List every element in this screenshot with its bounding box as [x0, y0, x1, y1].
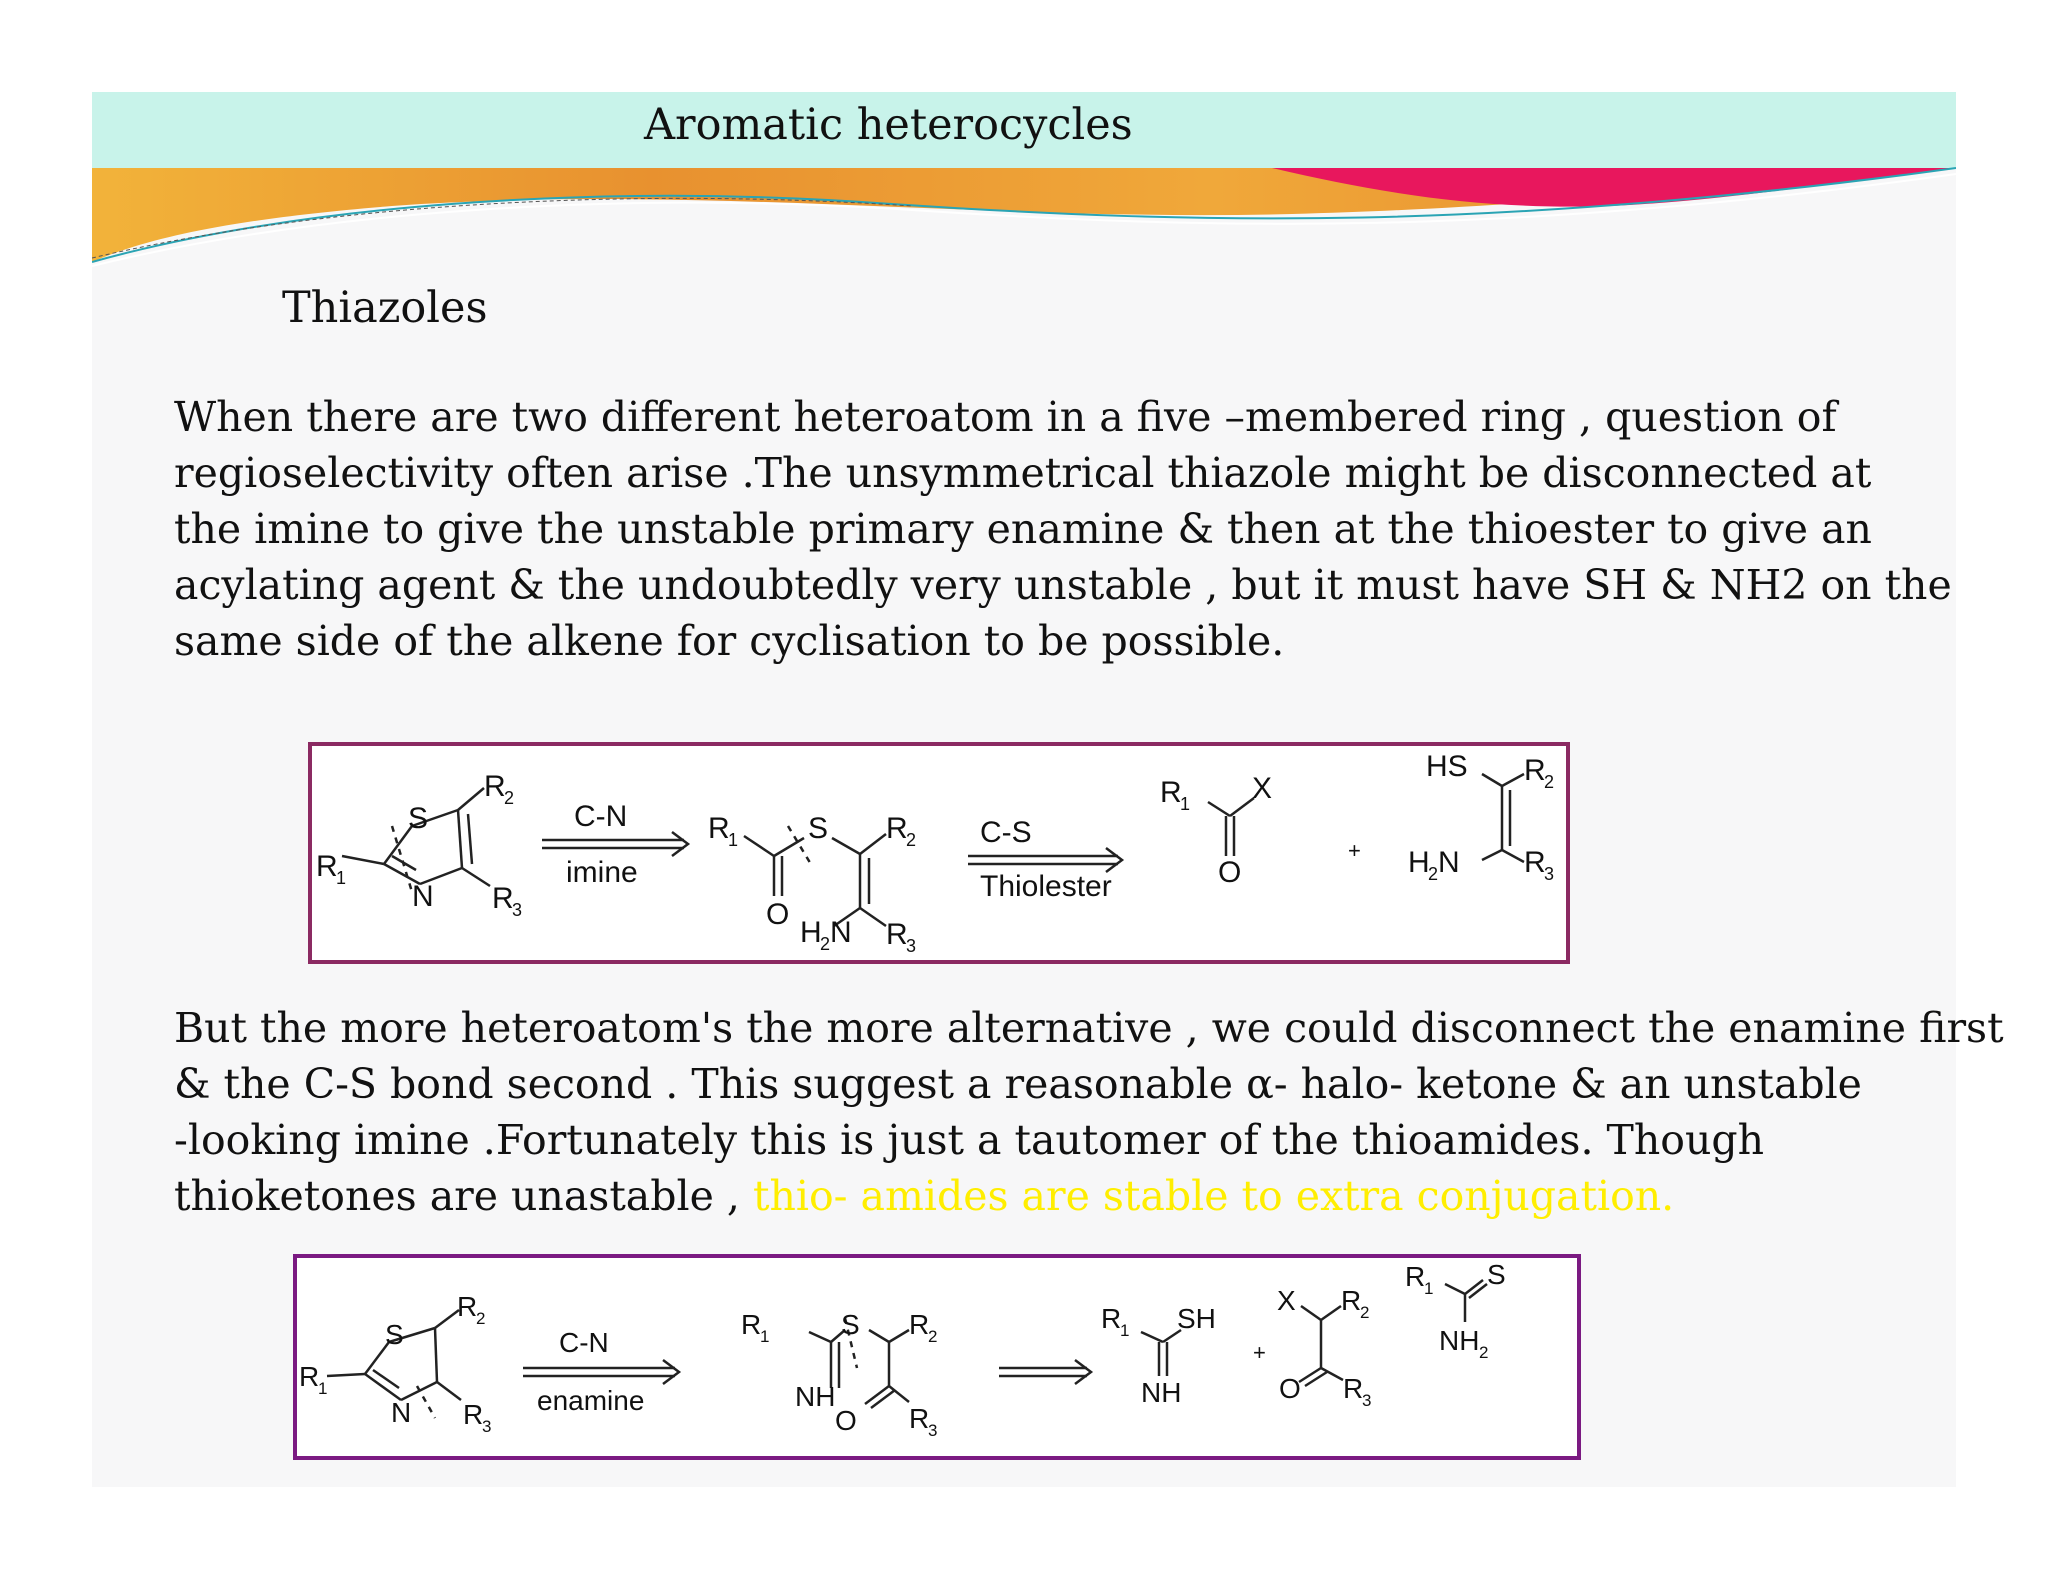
- arrow1-label-bottom: enamine: [537, 1385, 645, 1416]
- svg-text:2: 2: [1544, 772, 1555, 792]
- label-r2: R: [886, 812, 908, 845]
- atom-s: S: [808, 812, 829, 845]
- text-line: But the more heteroatom's the more alternative , we could disconnect the enamine first: [174, 1004, 2004, 1052]
- scheme-enamine-disconnection: [293, 1254, 1581, 1460]
- text-line: same side of the alkene for cyclisation to be possible.: [174, 617, 1285, 665]
- svg-text:3: 3: [1362, 1391, 1372, 1410]
- scheme-imine-disconnection: [308, 742, 1570, 964]
- atom-s: S: [841, 1309, 860, 1340]
- atom-x: X: [1252, 772, 1273, 805]
- arrow2-label-top: C-S: [980, 816, 1032, 849]
- text-line: When there are two different heteroatom in a five –membered ring , question of: [174, 393, 1837, 441]
- label-sh: SH: [1177, 1303, 1216, 1334]
- svg-text:3: 3: [482, 1417, 492, 1436]
- atom-s: S: [408, 802, 429, 835]
- label-hs: HS: [1426, 750, 1468, 783]
- text-line: acylating agent & the undoubtedly very unstable , but it must have SH & NH2 on the: [174, 561, 1952, 609]
- scheme1-drawing: [312, 746, 1566, 960]
- atom-s: S: [1487, 1259, 1506, 1290]
- text-line: & the C-S bond second . This suggest a reasonable α- halo- ketone & an unstable: [174, 1060, 1862, 1108]
- svg-text:2: 2: [1360, 1303, 1370, 1322]
- arrow1-label-bottom: imine: [566, 856, 638, 889]
- svg-text:1: 1: [1180, 794, 1191, 814]
- plus-sign: +: [1253, 1340, 1266, 1365]
- label-nh: NH: [1141, 1377, 1182, 1408]
- section-title: Thiazoles: [282, 283, 488, 333]
- svg-text:2: 2: [1479, 1343, 1489, 1362]
- atom-o: O: [1218, 856, 1242, 889]
- svg-text:2: 2: [820, 934, 831, 954]
- atom-s: S: [385, 1319, 404, 1350]
- arrow1-label-top: C-N: [574, 800, 628, 833]
- label-nh2: NH: [1439, 1325, 1480, 1356]
- label-r3: R: [492, 882, 514, 915]
- svg-text:1: 1: [1120, 1321, 1130, 1340]
- label-r3: R: [1343, 1373, 1364, 1404]
- atom-x: X: [1277, 1285, 1296, 1316]
- text-plain: thioketones are unastable ,: [174, 1172, 753, 1220]
- atom-o: O: [835, 1405, 857, 1436]
- label-r2: R: [484, 770, 506, 803]
- svg-text:1: 1: [760, 1327, 770, 1346]
- label-r1: R: [741, 1309, 762, 1340]
- label-r1: R: [1160, 776, 1182, 809]
- svg-text:1: 1: [318, 1379, 328, 1398]
- text-line: the imine to give the unstable primary enamine & then at the thioester to give an: [174, 505, 1872, 553]
- paragraph-intro: [174, 389, 1952, 669]
- svg-text:3: 3: [1544, 864, 1555, 884]
- atom-n: N: [412, 880, 434, 913]
- highlighted-text: thio- amides are stable to extra conjugation.: [752, 1172, 1675, 1220]
- label-r1: R: [299, 1361, 320, 1392]
- label-nh: NH: [795, 1381, 836, 1412]
- svg-text:3: 3: [512, 900, 523, 920]
- svg-text:2: 2: [504, 788, 515, 808]
- label-r1: R: [316, 850, 338, 883]
- plus-sign: +: [1348, 838, 1361, 863]
- svg-text:3: 3: [906, 936, 917, 956]
- label-h2n: H: [800, 916, 822, 949]
- label-r3: R: [1524, 846, 1546, 879]
- label-r2: R: [1341, 1285, 1362, 1316]
- atom-o: O: [1279, 1373, 1301, 1404]
- svg-text:N: N: [1438, 846, 1460, 879]
- label-r2: R: [1524, 754, 1546, 787]
- label-h2n: H: [1408, 846, 1430, 879]
- text-line: regioselectivity often arise .The unsymmetrical thiazole might be disconnected at: [174, 449, 1872, 497]
- label-r2: R: [457, 1291, 478, 1322]
- svg-text:1: 1: [336, 868, 347, 888]
- svg-text:3: 3: [928, 1421, 938, 1440]
- svg-text:1: 1: [728, 830, 739, 850]
- label-r3: R: [886, 918, 908, 951]
- label-r1: R: [1101, 1303, 1122, 1334]
- svg-text:1: 1: [1424, 1279, 1434, 1298]
- text-line: -looking imine .Fortunately this is just a tautomer of the thioamides. Though: [174, 1116, 1765, 1164]
- page-title: Aromatic heterocycles: [644, 100, 1133, 150]
- svg-text:2: 2: [906, 830, 917, 850]
- label-r1: R: [708, 812, 730, 845]
- paragraph-enamine: [174, 1000, 2004, 1224]
- svg-text:2: 2: [1428, 864, 1439, 884]
- arrow2-label-bottom: Thiolester: [980, 870, 1112, 903]
- atom-o: O: [766, 898, 790, 931]
- arrow1-label-top: C-N: [559, 1327, 609, 1358]
- label-r3: R: [909, 1403, 930, 1434]
- label-r3: R: [463, 1399, 484, 1430]
- svg-text:N: N: [830, 916, 852, 949]
- label-r1: R: [1405, 1261, 1426, 1292]
- svg-text:2: 2: [928, 1327, 938, 1346]
- text-line-final: [174, 1168, 2004, 1224]
- scheme2-drawing: [297, 1258, 1577, 1456]
- svg-text:2: 2: [476, 1309, 486, 1328]
- atom-n: N: [391, 1397, 412, 1428]
- label-r2: R: [909, 1309, 930, 1340]
